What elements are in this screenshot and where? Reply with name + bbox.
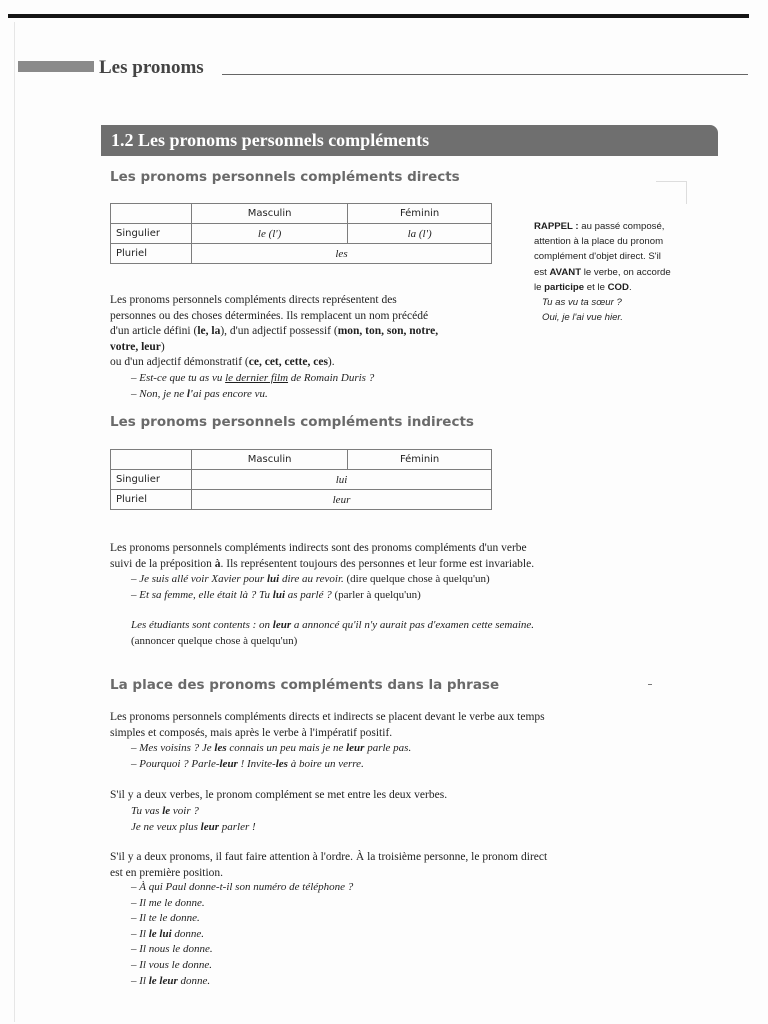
place-examples-3 <box>131 880 353 989</box>
text-line: personnes ou des choses déterminées. Ils remplacent un nom précédé <box>110 309 429 322</box>
bold-span: votre, leur <box>110 340 161 353</box>
text-span: ou d'un adjectif démonstratif ( <box>110 356 249 369</box>
cod-empty-cell <box>111 204 192 224</box>
text-span: parle pas. <box>364 742 412 754</box>
text-line: est en première position. <box>110 866 224 879</box>
bold-span: le lui <box>148 927 172 940</box>
example-line: – Il nous le donne. <box>131 943 213 956</box>
example-line <box>131 820 256 836</box>
text-span: dire au revoir. <box>279 573 344 585</box>
text-span: ! Invite- <box>237 757 276 770</box>
text-span: le verbe, on accorde <box>581 266 671 278</box>
text-span: (dire quelque chose à quelqu'un) <box>343 573 490 585</box>
text-span: – Et sa femme, elle était là ? Tu <box>131 588 273 601</box>
example-line <box>131 572 490 588</box>
example-line <box>131 741 411 757</box>
place-paragraph-1 <box>110 710 545 741</box>
example-line <box>131 371 374 387</box>
row-label: Singulier <box>111 470 192 490</box>
text-span: Je ne veux plus <box>131 820 201 833</box>
top-rule <box>8 14 749 18</box>
text-span: – Non, je ne <box>131 387 187 400</box>
example-line: Oui, je l'ai vue hier. <box>542 312 623 324</box>
text-line: Les pronoms personnels compléments directs et indirects se placent devant le verbe aux temps <box>110 711 545 723</box>
cod-sing-fem: la (l') <box>348 224 492 244</box>
place-paragraph-3 <box>110 850 547 881</box>
example-line: Tu as vu ta sœur ? <box>542 297 622 309</box>
example-line <box>131 927 353 943</box>
text-span: – Il <box>131 974 149 987</box>
rappel-label: RAPPEL : <box>534 221 579 232</box>
bold-span: AVANT <box>549 266 582 278</box>
text-line: attention à la place du pronom <box>534 236 664 248</box>
text-span: . Ils représentent toujours des personnes et leur forme est invariable. <box>220 557 535 570</box>
coi-example-3 <box>131 618 534 649</box>
place-examples-1 <box>131 741 411 772</box>
text-span: – Mes voisins ? Je <box>131 742 215 754</box>
example-line: – Il te le donne. <box>131 912 200 925</box>
cod-examples <box>131 371 374 402</box>
bold-span: participe <box>544 281 585 293</box>
text-span: ). <box>327 356 335 369</box>
text-span: – Pourquoi ? Parle- <box>131 757 220 770</box>
bold-span: le leur <box>148 974 178 987</box>
text-span: ) <box>160 340 165 353</box>
text-span: – Est-ce que tu as vu <box>131 372 226 384</box>
text-line <box>534 280 714 295</box>
header-marker <box>18 61 94 72</box>
text-span: a annoncé qu'il n'y aurait pas d'examen cette semaine. <box>291 619 535 631</box>
bold-span: mon, ton, son, notre, <box>337 325 439 338</box>
cod-sing-masc: le (l') <box>192 224 348 244</box>
bold-span: le <box>162 805 171 817</box>
bold-span: l' <box>186 387 194 400</box>
cod-table <box>110 203 492 264</box>
bold-span: à <box>214 557 221 570</box>
text-span: ai pas encore vu. <box>193 387 268 400</box>
text-span: Tu vas <box>131 805 163 817</box>
cod-paragraph <box>110 293 510 371</box>
text-span: et le <box>584 281 608 293</box>
text-span: suivi de la préposition <box>110 557 215 570</box>
bold-span: le, la <box>197 325 221 338</box>
example-line <box>131 387 374 403</box>
text-span: . <box>628 281 632 293</box>
coi-row-singulier <box>111 470 492 490</box>
text-line: S'il y a deux verbes, le pronom complément se met entre les deux verbes. <box>110 789 448 801</box>
text-span: – Il <box>131 927 149 940</box>
bold-span: leur <box>200 820 219 833</box>
coi-paragraph <box>110 541 534 572</box>
text-span: (parler à quelqu'un) <box>331 588 421 601</box>
text-line <box>110 340 510 356</box>
row-label: Pluriel <box>111 490 192 510</box>
bold-span: leur <box>219 757 238 770</box>
text-span: donne. <box>171 927 205 940</box>
cod-row-pluriel <box>111 244 492 264</box>
coi-table-header <box>111 450 492 470</box>
text-line: Les pronoms personnels compléments indirects sont des pronoms compléments d'un verbe <box>110 542 527 554</box>
margin-mark <box>656 181 687 204</box>
page-edge <box>14 22 15 1022</box>
text-span: à boire un verre. <box>287 757 364 770</box>
section-banner <box>101 125 718 156</box>
coi-col-masculin: Masculin <box>192 450 348 470</box>
example-line <box>131 974 353 990</box>
text-line <box>110 324 510 340</box>
text-line <box>534 219 714 234</box>
underline-span: le dernier film <box>225 372 289 384</box>
text-span: est <box>534 266 550 278</box>
bold-span: ce, cet, cette, ces <box>248 356 328 369</box>
cod-col-masculin: Masculin <box>192 204 348 224</box>
example-line <box>131 618 534 634</box>
text-line: S'il y a deux pronoms, il faut faire attention à l'ordre. À la troisième personne, le pronom direct <box>110 851 548 863</box>
margin-tick <box>648 684 652 685</box>
cod-table-header <box>111 204 492 224</box>
example-line: – Il me le donne. <box>131 896 205 909</box>
example-line <box>131 588 490 604</box>
example-line: – À qui Paul donne-t-il son numéro de téléphone ? <box>131 881 354 893</box>
place-examples-2 <box>131 804 256 835</box>
text-line <box>110 557 534 573</box>
cod-row-singulier <box>111 224 492 244</box>
cod-heading: Les pronoms personnels compléments directs <box>110 169 460 185</box>
text-line: Les pronoms personnels compléments directs représentent des <box>110 294 397 306</box>
chapter-title: Les pronoms <box>99 57 204 78</box>
coi-examples <box>131 572 490 603</box>
text-span: d'un article défini ( <box>110 325 198 338</box>
example-line: (annoncer quelque chose à quelqu'un) <box>131 634 298 647</box>
rappel-box <box>534 219 714 325</box>
place-paragraph-2 <box>110 788 447 804</box>
coi-table <box>110 449 492 510</box>
place-heading: La place des pronoms compléments dans la phrase <box>110 677 500 693</box>
example-line: – Il vous le donne. <box>131 958 212 971</box>
bold-span: lui <box>272 588 285 601</box>
coi-heading: Les pronoms personnels compléments indirects <box>110 414 474 430</box>
coi-sing: lui <box>192 470 492 490</box>
bold-span: COD <box>607 281 629 293</box>
text-span: parler ! <box>218 820 256 833</box>
text-span: Les étudiants sont contents : on <box>131 619 273 631</box>
section-title: 1.2 Les pronoms personnels compléments <box>111 130 430 150</box>
coi-col-feminin: Féminin <box>348 450 492 470</box>
text-span: de Romain Duris ? <box>288 372 375 384</box>
text-line: simples et composés, mais après le verbe à l'impératif positif. <box>110 726 393 739</box>
text-line <box>110 355 510 371</box>
text-span: ), d'un adjectif possessif ( <box>220 325 338 338</box>
coi-empty-cell <box>111 450 192 470</box>
row-label: Pluriel <box>111 244 192 264</box>
bold-span: les <box>275 757 288 770</box>
cod-col-feminin: Féminin <box>348 204 492 224</box>
row-label: Singulier <box>111 224 192 244</box>
text-span: connais un peu mais je ne <box>226 742 347 754</box>
coi-row-pluriel <box>111 490 492 510</box>
text-span: voir ? <box>170 805 199 817</box>
text-span: – Je suis allé voir Xavier pour <box>131 573 267 585</box>
header-rule <box>222 74 748 75</box>
text-line <box>534 265 714 280</box>
example-line <box>131 804 256 820</box>
text-line: complément d'objet direct. S'il <box>534 251 661 263</box>
text-span: le <box>534 281 545 293</box>
text-span: au passé composé, <box>578 221 665 232</box>
bold-span: leur <box>346 742 365 754</box>
cod-plur: les <box>192 244 492 264</box>
bold-span: les <box>214 742 227 754</box>
bold-span: leur <box>272 619 292 631</box>
bold-span: lui <box>266 573 280 585</box>
text-span: donne. <box>177 974 211 987</box>
text-span: as parlé ? <box>285 588 332 601</box>
example-line <box>131 757 411 773</box>
coi-plur: leur <box>192 490 492 510</box>
